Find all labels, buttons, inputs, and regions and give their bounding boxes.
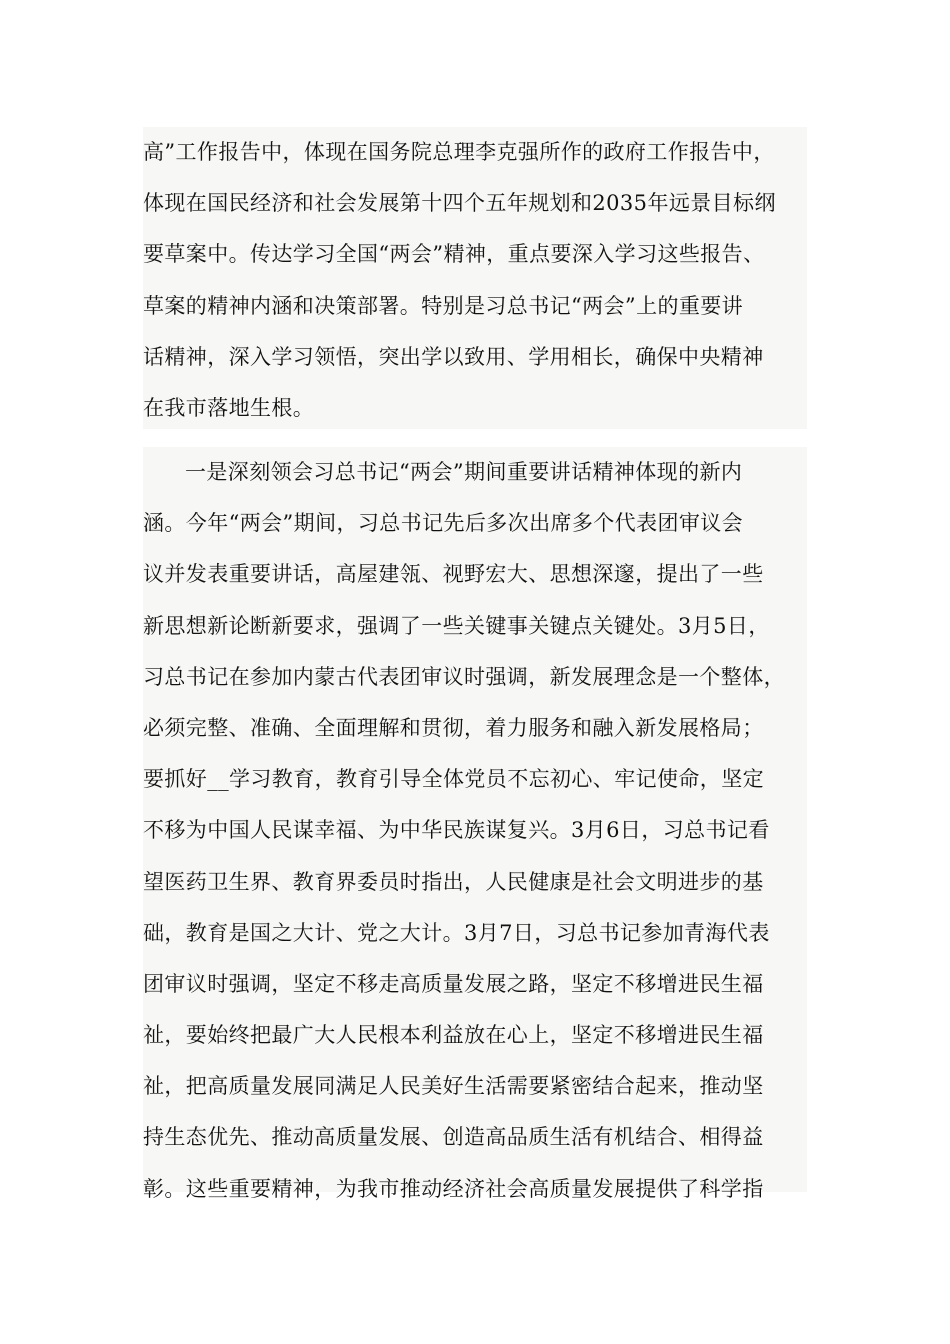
text-line: 一是深刻领会习总书记“两会”期间重要讲话精神体现的新内 bbox=[185, 460, 743, 484]
text-line: 要草案中。传达学习全国“两会”精神，重点要深入学习这些报告、 bbox=[143, 242, 765, 267]
text-line: 话精神，深入学习领悟，突出学以致用、学用相长，确保中央精神 bbox=[143, 344, 764, 369]
text-line: 高”工作报告中，体现在国务院总理李克强所作的政府工作报告中， bbox=[143, 140, 775, 164]
text-line: 在我市落地生根。 bbox=[143, 395, 315, 420]
text-line: 祉，把高质量发展同满足人民美好生活需要紧密结合起来，推动坚 bbox=[143, 1074, 764, 1099]
text-line: 彰。这些重要精神，为我市推动经济社会高质量发展提供了科学指 bbox=[143, 1176, 764, 1201]
text-line: 必须完整、准确、全面理解和贯彻，着力服务和融入新发展格局； bbox=[143, 715, 764, 740]
text-line: 团审议时强调，坚定不移走高质量发展之路，坚定不移增进民生福 bbox=[143, 971, 764, 996]
text-line: 习总书记在参加内蒙古代表团审议时强调，新发展理念是一个整体， bbox=[143, 664, 785, 689]
paragraph-continued bbox=[143, 127, 807, 429]
text-line: 望医药卫生界、教育界委员时指出，人民健康是社会文明进步的基 bbox=[143, 869, 764, 894]
paragraph-point-one bbox=[143, 447, 807, 1201]
text-line: 不移为中国人民谋幸福、为中华民族谋复兴。3月6日，习总书记看 bbox=[143, 818, 770, 843]
text-line: 祉，要始终把最广大人民根本利益放在心上，坚定不移增进民生福 bbox=[143, 1023, 764, 1048]
text-line: 新思想新论断新要求，强调了一些关键事关键点关键处。3月5日， bbox=[143, 613, 770, 638]
text-line: 础，教育是国之大计、党之大计。3月7日，习总书记参加青海代表 bbox=[143, 920, 770, 945]
text-line: 涵。今年“两会”期间，习总书记先后多次出席多个代表团审议会 bbox=[143, 511, 744, 536]
text-line: 草案的精神内涵和决策部署。特别是习总书记“两会”上的重要讲 bbox=[143, 293, 744, 318]
text-line: 要抓好__学习教育，教育引导全体党员不忘初心、牢记使命，坚定 bbox=[143, 767, 764, 792]
text-line: 持生态优先、推动高质量发展、创造高品质生活有机结合、相得益 bbox=[143, 1125, 764, 1150]
text-line: 议并发表重要讲话，高屋建瓴、视野宏大、思想深邃，提出了一些 bbox=[143, 562, 764, 587]
text-line: 体现在国民经济和社会发展第十四个五年规划和2035年远景目标纲 bbox=[143, 191, 776, 216]
